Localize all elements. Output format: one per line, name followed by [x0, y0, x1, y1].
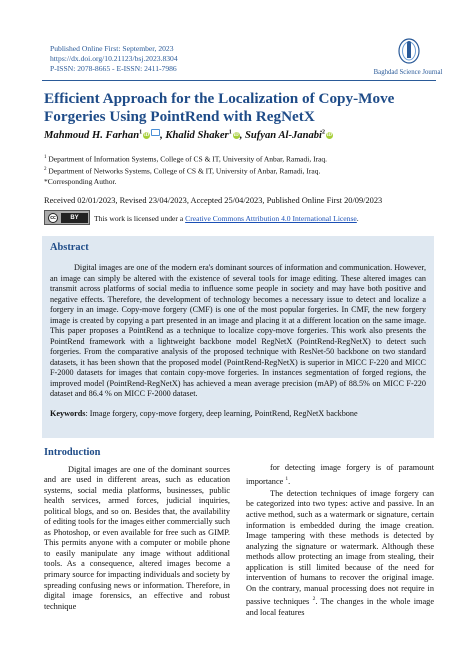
email-icon[interactable]: [151, 129, 160, 136]
publication-date: Published Online First: September, 2023: [50, 44, 174, 53]
keywords: Keywords: Image forgery, copy-move forgery, deep learning, PointRend, RegNetX backbone: [50, 408, 358, 418]
author-sup: 2: [322, 129, 326, 136]
author-list: Mahmoud H. Farhan$^1$iD , Khalid Shaker$^1$iD, Sufyan Al-Janabi$^2$iD: [44, 129, 333, 141]
author-sup: 1: [228, 129, 232, 136]
intro-paragraph: The detection techniques of image forgery can be categorized into two types: active and passive. In an active method, such as a watermark or signature, certain information is embedded during the image creation. Image tampering with these methods is detected by analyzing the signature or watermark. Although these methods allow protecting an image from stealing, their application is still limited because of the need for intervention of humans to recover the original image. On the contrary, manual processing does not require in passive techniques $^2$. The changes in the whole image and local features: [246, 488, 435, 617]
intro-paragraph: for detecting image forgery is of paramount importance $^1$.: [246, 463, 434, 486]
journal-logo-icon: [398, 38, 420, 64]
intro-right-column: [246, 463, 434, 618]
author-name: Sufyan Al-Janabi: [244, 130, 323, 141]
abstract-text: Digital images are one of the modern era's dominant sources of information and communication. However, an image can simply be altered with the existence of several tools for image editing. These altered images can transmit across platforms of social media to influence some people in society and may have both positive and negative effects. Therefore, the development of technology becomes a necessary issue to detect and localize a forgery in an image. Copy-move forgery (CMF) is one of the most popular forgeries. In CMF, the new forgery image is created by copying a part presented in an image and placing it at a different location on the same image. This paper proposes a PointRend as a technique to localize copy-move forgeries. This work also presents the PointRend framework with a lightweight backbone model RegNetX (PointRend-RegNetX) to detect such forgeries. From the comparative analysis of the proposed technique with ResNet-50 backbone on two standard datasets, it has been shown that the proposed model (PointRend-RegNetX) is superior in MICC F-220 and MICC F-2000 datasets for images that contain copy-move forgeries. In instances segmentation of forged regions, the improved model (PointRend-RegNetX) has achieved a mean average precision (mAP) of 88.5% on MICC F-220 dataset and 86.4 % on MICC F-2000 dataset.: [50, 263, 426, 398]
corresponding-note: *Corresponding Author.: [44, 176, 117, 186]
orcid-icon[interactable]: iD: [144, 133, 150, 138]
author-name: Mahmoud H. Farhan: [44, 130, 140, 141]
abstract-section: [42, 236, 434, 438]
paper-title: Efficient Approach for the Localization of Copy-Move Forgeries Using PointRend with RegNetX: [44, 90, 395, 125]
affiliation-item: $^1$ Department of Information Systems, College of CS & IT, University of Anbar, Ramadi, Iraq.: [44, 154, 328, 164]
author-name: Khalid Shaker: [165, 130, 229, 141]
author-sup: 1: [139, 129, 143, 136]
abstract-heading: Abstract: [50, 242, 89, 253]
journal-name: Baghdad Science Journal: [373, 69, 443, 76]
intro-left-column: [44, 448, 230, 612]
introduction-heading: Introduction: [44, 447, 101, 458]
intro-paragraph: Digital images are one of the dominant sources and are used in different areas, such as education systems, social media platforms, businesses, public health services, armed forces, judicial inquiries, political blogs, and so on. Besides that, the availability of editing tools for the images either commercially such as Photoshop, or even available for free such as GIMP. This permits anyone with a computer or mobile phone to easily manipulate any image without additional tools. As a consequence, altered images become a primary source for impacting individuals and society by spreading confusing news or information. Therefore, in digital image forensics, an effective and robust technique: [44, 464, 230, 611]
cc-icon: cc: [48, 213, 58, 223]
affiliations: [44, 153, 327, 187]
doi-link[interactable]: https://dx.doi.org/10.21123/bsj.2023.8304: [50, 54, 178, 63]
by-icon: BY: [61, 213, 88, 223]
issn-info: P-ISSN: 2078-8665 - E-ISSN: 2411-7986: [50, 64, 177, 73]
orcid-icon[interactable]: iD: [233, 133, 239, 138]
orcid-icon[interactable]: iD: [327, 133, 333, 138]
affiliation-item: $^2$ Department of Networks Systems, College of CS & IT, University of Anbar, Ramadi, Iraq.: [44, 166, 321, 176]
publication-dates: Received 02/01/2023, Revised 23/04/2023, Accepted 25/04/2023, Published Online First 20/09/2023: [44, 196, 383, 205]
header-divider: [42, 80, 436, 81]
license-statement: This work is licensed under a Creative Commons Attribution 4.0 International License.: [94, 214, 359, 223]
publication-info: [50, 44, 178, 74]
license-link[interactable]: Creative Commons Attribution 4.0 International License: [185, 214, 357, 223]
cc-license-badge[interactable]: [44, 210, 90, 225]
